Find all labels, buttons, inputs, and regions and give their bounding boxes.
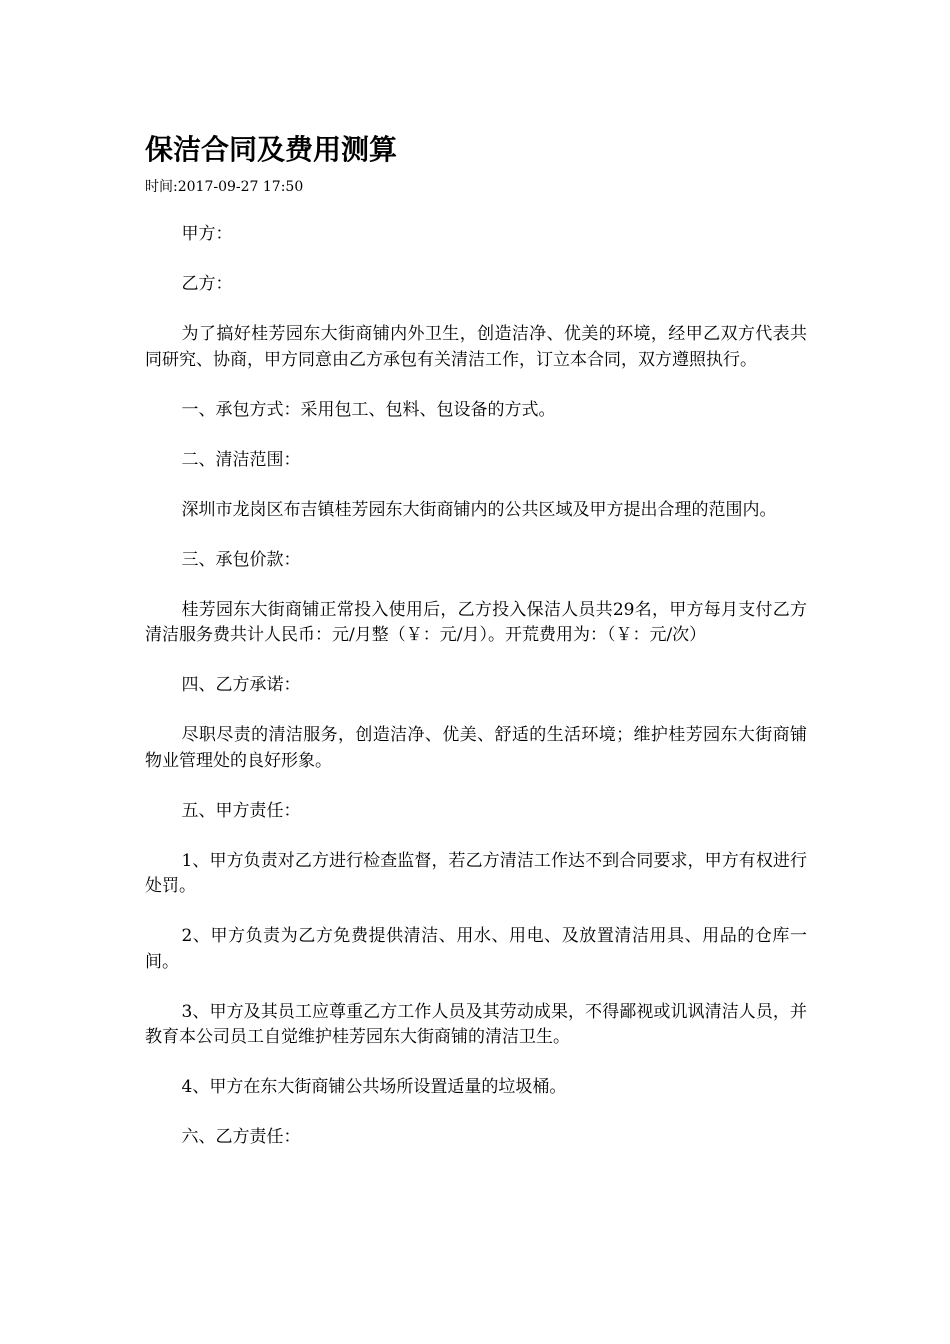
document-title: 保洁合同及费用测算 — [145, 133, 398, 166]
section-heading-contract-price: 三、承包价款： — [181, 549, 301, 570]
document-body — [145, 222, 807, 1175]
preamble-paragraph: 为了搞好桂芳园东大街商铺内外卫生，创造洁净、优美的环境，经甲乙双方代表共同研究、协商，甲方同意由乙方承包有关清洁工作，订立本合同，双方遵照执行。 — [145, 324, 807, 370]
section-heading-party-a-duties: 五、甲方责任： — [181, 800, 301, 821]
party-a-duty-item: 3、甲方及其员工应尊重乙方工作人员及其劳动成果，不得鄙视或讥讽清洁人员，并教育本公司员工自觉维护桂芳园东大街商铺的清洁卫生。 — [145, 1001, 807, 1047]
party-a-duty-item: 1、甲方负责对乙方进行检查监督，若乙方清洁工作达不到合同要求，甲方有权进行处罚。 — [145, 850, 807, 896]
section-heading-cleaning-scope: 二、清洁范围： — [181, 449, 301, 470]
party-a-duty-item: 2、甲方负责为乙方免费提供清洁、用水、用电、及放置清洁用具、用品的仓库一间。 — [145, 926, 807, 972]
section-heading-party-b-duties: 六、乙方责任： — [181, 1127, 301, 1147]
contract-price-paragraph: 桂芳园东大街商铺正常投入使用后，乙方投入保洁人员共29名，甲方每月支付乙方清洁服务费共计人民币：元/月整（￥：元/月）。开荒费用为：（￥：元/次） — [145, 599, 807, 645]
section-heading-contract-method: 一、承包方式：采用包工、包料、包设备的方式。 — [181, 399, 556, 420]
party-a-duty-item: 4、甲方在东大街商铺公共场所设置适量的垃圾桶。 — [181, 1077, 567, 1097]
party-b-line: 乙方： — [181, 274, 233, 294]
document-timestamp: 时间:2017-09-27 17:50 — [145, 179, 304, 195]
party-b-commitment-paragraph: 尽职尽责的清洁服务，创造洁净、优美、舒适的生活环境；维护桂芳园东大街商铺物业管理处的良好形象。 — [145, 725, 807, 771]
section-heading-party-b-commitment: 四、乙方承诺： — [181, 675, 301, 695]
cleaning-scope-paragraph: 深圳市龙岗区布吉镇桂芳园东大街商铺内的公共区域及甲方提出合理的范围内。 — [181, 499, 777, 520]
party-a-line: 甲方： — [181, 224, 233, 244]
